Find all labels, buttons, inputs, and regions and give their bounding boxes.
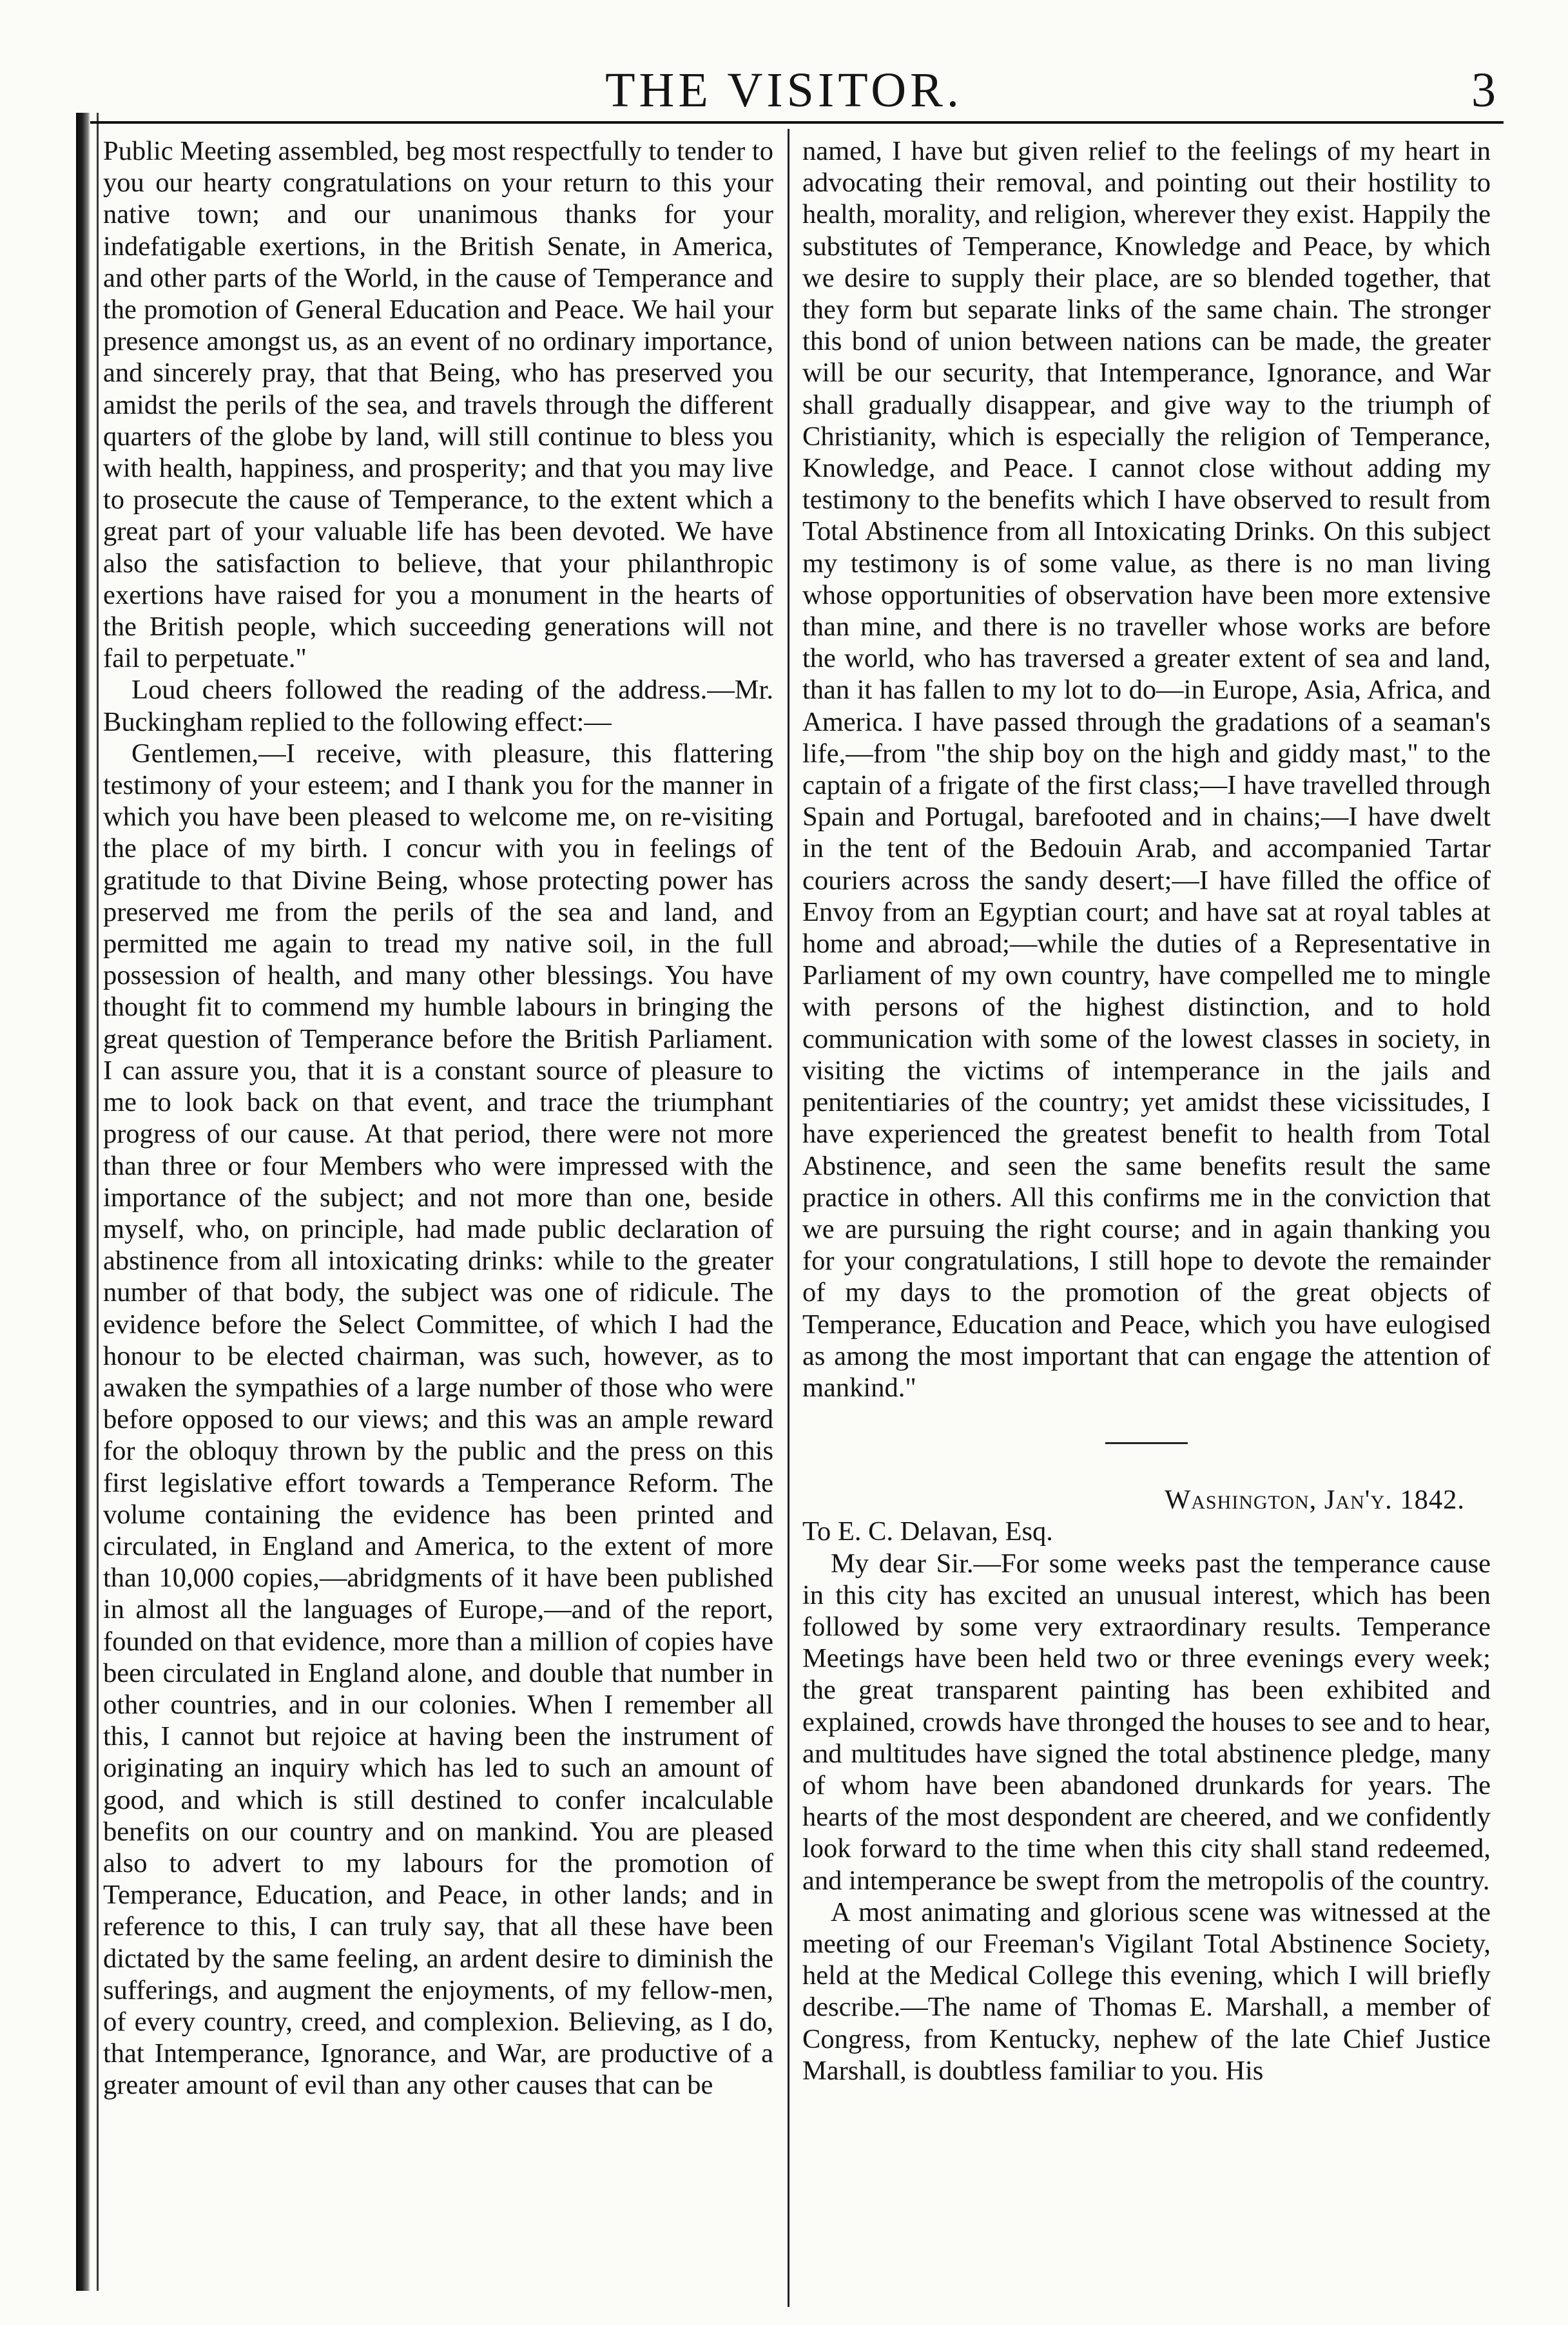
binding-shadow xyxy=(76,113,90,2291)
speech-conclusion-paragraph: named, I have but given relief to the feelings of my heart in advocating their removal, and pointing out their hostility to health, morality, and religion, wherever they exist. Happily the substitutes of Temperance, Knowledge and Peace, by which we desire to supply their place, are so blended together, that they form but separate links of the same chain. The stronger this bond of union between nations can be made, the greater will be our security, that Intemperance, Ignorance, and War shall gradually disappear, and give way to the triumph of Christianity, which is especially the religion of Temperance, Knowledge, and Peace. I cannot close without adding my testimony to the benefits which I have observed to result from Total Abstinence from all Intoxicating Drinks. On this subject my testimony is of some value, as there is no man living whose opportunities of observation have been more extensive than mine, and there is no traveller whose works are before the world, who has traversed a greater extent of sea and land, than it has fallen to my lot to do—in Europe, Asia, Africa, and America. I have passed through the gradations of a seaman's life,—from "the ship boy on the high and giddy mast," to the captain of a frigate of the first class;—I have travelled through Spain and Portugal, barefooted and in chains;—I have dwelt in the tent of the Bedouin Arab, and accompanied Tartar couriers across the sandy desert;—I have filled the office of Envoy from an Egyptian court; and have sat at royal tables at home and abroad;—while the duties of a Representative in Parliament of my own country, have compelled me to mingle with persons of the highest distinction, and to hold communication with some of the lowest classes in society, in visiting the victims of intemperance in the jails and penitentiaries of the country; yet amidst these vicissitudes, I have experienced the greatest benefit to health from Total Abstinence, and seen the same benefits result the same practice in others. All this confirms me in the conviction that we are pursuing the right course; and in again thanking you for your congratulations, I still hope to devote the remainder of my days to the promotion of the great objects of Temperance, Education and Peace, which you have eulogised as among the most important that can engage the attention of mankind." xyxy=(802,136,1491,1403)
page-number: 3 xyxy=(1471,63,1496,117)
letter-paragraph: My dear Sir.—For some weeks past the temperance cause in this city has excited an unusual interest, which has been followed by some very extraordinary results. Temperance Meetings have been held two or three evenings every week; the great transparent painting has been exhibited and explained, crowds have thronged the houses to see and to hear, and multitudes have signed the total abstinence pledge, many of whom have been abandoned drunkards for years. The hearts of the most despondent are cheered, and we confidently look forward to the time when this city shall stand redeemed, and intemperance be swept from the metropolis of the country. xyxy=(802,1548,1491,1896)
left-column xyxy=(103,135,773,2101)
letter-dateline: Washington, Jan'y. 1842. xyxy=(1165,1485,1465,1516)
reply-speech-paragraph: Gentlemen,—I receive, with pleasure, this flattering testimony of your esteem; and I thank you for the manner in which you have been pleased to welcome me, on re-visiting the place of my birth. I concur with you in feelings of gratitude to that Divine Being, whose protecting power has preserved me from the perils of the sea and land, and permitted me again to tread my native soil, in the full possession of health, and many other blessings. You have thought fit to commend my humble labours in bringing the great question of Temperance before the British Parliament. I can assure you, that it is a constant source of pleasure to me to look back on that event, and trace the triumphant progress of our cause. At that period, there were not more than three or four Members who were impressed with the importance of the subject; and not more than one, beside myself, who, on principle, had made public declaration of abstinence from all intoxicating drinks: while to the greater number of that body, the subject was one of ridicule. The evidence before the Select Committee, of which I had the honour to be elected chairman, was such, however, as to awaken the sympathies of a large number of those who were before opposed to our views; and this was an ample reward for the obloquy thrown by the public and the press on this first legislative effort towards a Temperance Reform. The volume containing the evidence has been printed and circulated, in England and America, to the extent of more than 10,000 copies,—abridgments of it have been published in almost all the languages of Europe,—and of the report, founded on that evidence, more than a million of copies have been circulated in England alone, and double that number in other countries, and in our colonies. When I remember all this, I cannot but rejoice at having been the instrument of originating an inquiry which has led to such an amount of good, and which is still destined to confer incalculable benefits on our country and on mankind. You are pleased also to advert to my labours for the promotion of Temperance, Education, and Peace, in other lands; and in reference to this, I can truly say, that all these have been dictated by the same feeling, an ardent desire to diminish the sufferings, and augment the enjoyments, of my fellow-men, of every country, creed, and complexion. Believing, as I do, that Intemperance, Ignorance, and War, are productive of a greater amount of evil than any other causes that can be xyxy=(103,738,773,2101)
letter-paragraph: A most animating and glorious scene was witnessed at the meeting of our Freeman's Vigilant Total Abstinence Society, held at the Medical College this evening, which I will briefly describe.—The name of Thomas E. Marshall, a member of Congress, from Kentucky, nephew of the late Chief Justice Marshall, is doubtless familiar to you. His xyxy=(802,1896,1491,2086)
address-paragraph: Public Meeting assembled, beg most respectfully to tender to you our hearty congratulations on your return to this your native town; and our unanimous thanks for your indefatigable exertions, in the British Senate, in America, and other parts of the World, in the cause of Temperance and the promotion of General Education and Peace. We hail your presence amongst us, as an event of no ordinary importance, and sincerely pray, that that Being, who has preserved you amidst the perils of the sea, and travels through the different quarters of the globe by land, will still continue to bless you with health, happiness, and prosperity; and that you may live to prosecute the cause of Temperance, to the extent which a great part of your valuable life has been devoted. We have also the satisfaction to believe, that your philanthropic exertions have raised for you a monument in the hearts of the British people, which succeeding generations will not fail to perpetuate." xyxy=(103,136,773,674)
column-divider xyxy=(788,129,789,2307)
letter-addressee: To E. C. Delavan, Esq. xyxy=(802,1516,1053,1547)
binding-edge xyxy=(97,113,99,2291)
right-column xyxy=(802,135,1491,2087)
section-separator xyxy=(1105,1442,1188,1444)
page-header-title: THE VISITOR. xyxy=(605,63,963,117)
reply-intro-paragraph: Loud cheers followed the reading of the address.—Mr. Buckingham replied to the following effect:— xyxy=(103,675,773,737)
header-rule xyxy=(90,121,1504,124)
